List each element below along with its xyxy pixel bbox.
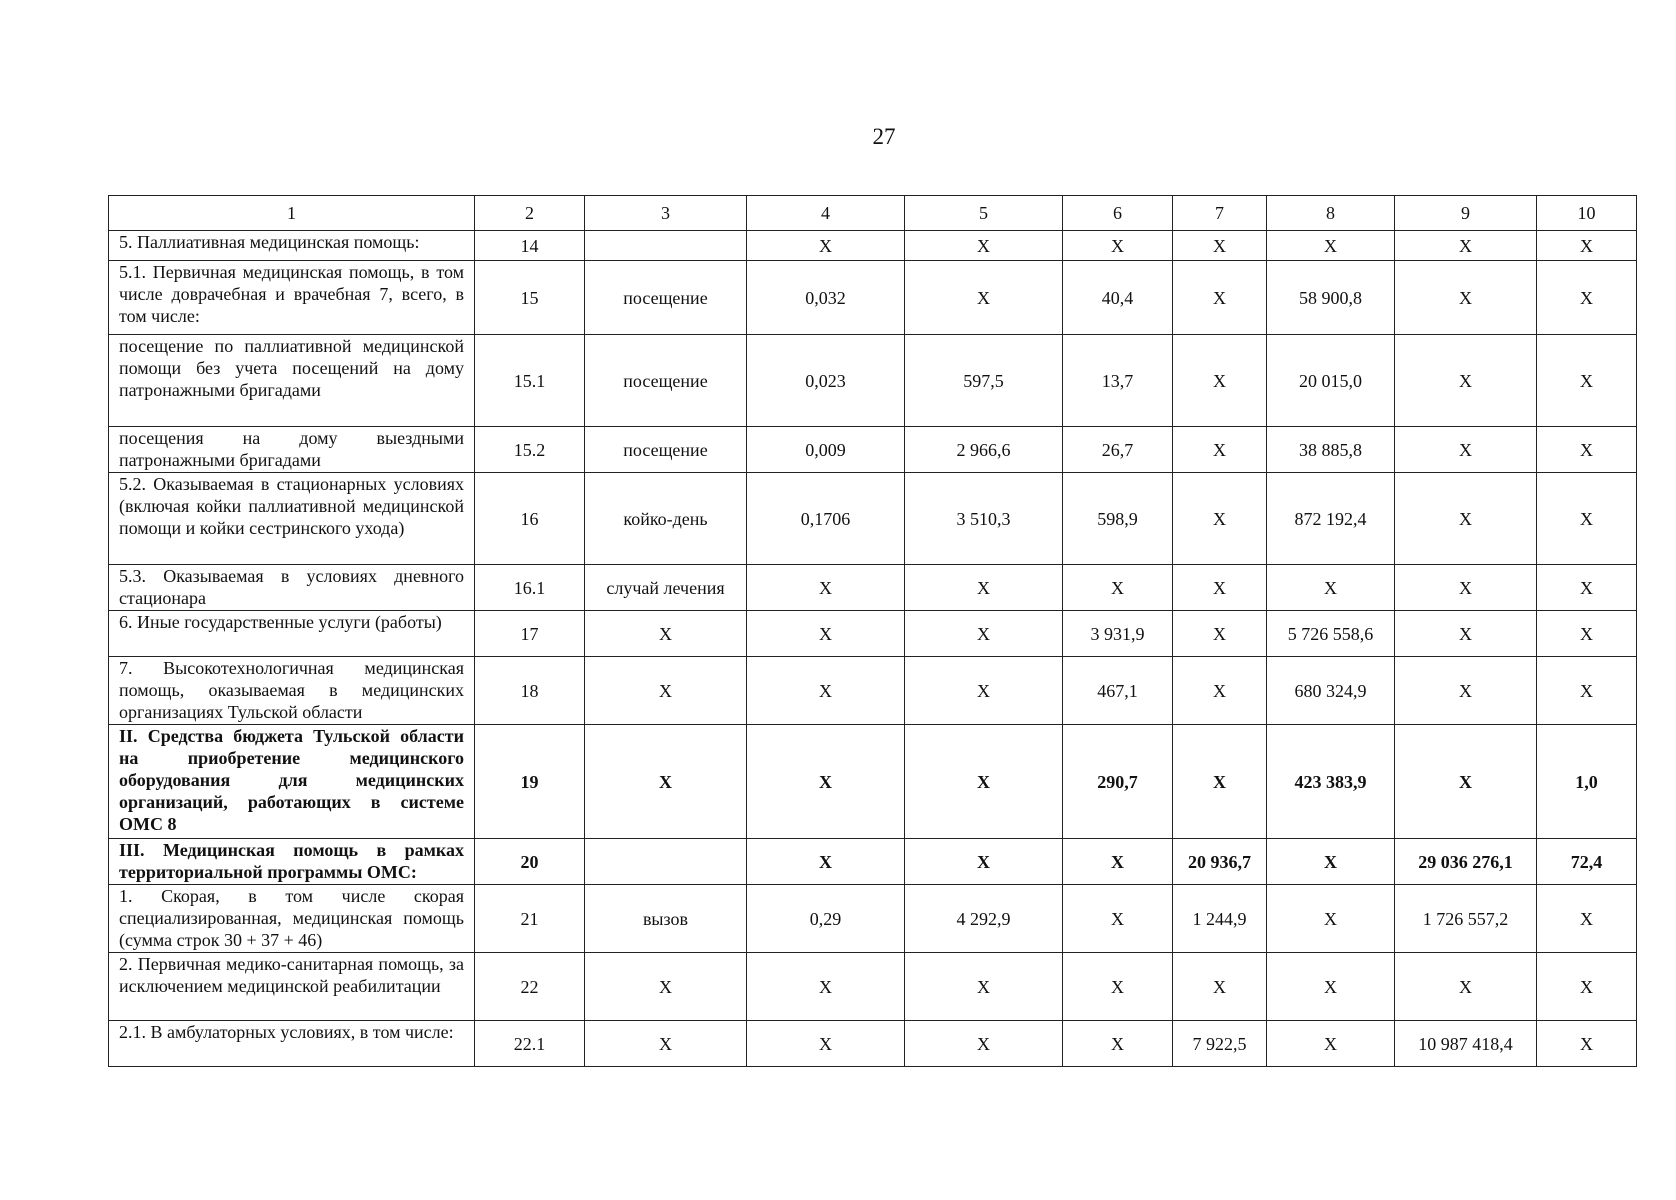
row-description: 5.3. Оказываемая в условиях дневного стационара bbox=[109, 565, 475, 611]
table-cell: 22 bbox=[475, 953, 585, 1021]
table-cell: X bbox=[1537, 953, 1637, 1021]
table-row bbox=[109, 657, 1637, 725]
table-cell: 4 292,9 bbox=[905, 885, 1063, 953]
table-cell: 1,0 bbox=[1537, 725, 1637, 839]
table-cell: X bbox=[1063, 885, 1173, 953]
table-cell: X bbox=[1267, 565, 1395, 611]
data-table bbox=[108, 195, 1637, 1067]
table-cell: 598,9 bbox=[1063, 473, 1173, 565]
table-cell: X bbox=[1537, 473, 1637, 565]
table-cell: X bbox=[1267, 1021, 1395, 1067]
table-cell: 872 192,4 bbox=[1267, 473, 1395, 565]
table-cell: X bbox=[905, 261, 1063, 335]
table-cell: 5 726 558,6 bbox=[1267, 611, 1395, 657]
table-cell: 597,5 bbox=[905, 335, 1063, 427]
table-row bbox=[109, 473, 1637, 565]
table-cell: X bbox=[1173, 473, 1267, 565]
table-cell: X bbox=[1063, 565, 1173, 611]
table-cell: 0,023 bbox=[747, 335, 905, 427]
table-cell: 72,4 bbox=[1537, 839, 1637, 885]
table-cell: 15.1 bbox=[475, 335, 585, 427]
table-cell: X bbox=[1063, 1021, 1173, 1067]
table-cell: 14 bbox=[475, 231, 585, 261]
table-cell: 17 bbox=[475, 611, 585, 657]
table-cell: X bbox=[1395, 473, 1537, 565]
table-cell: X bbox=[1063, 231, 1173, 261]
table-cell: X bbox=[747, 839, 905, 885]
row-description: 5.1. Первичная медицинская помощь, в том числе доврачебная и врачебная 7, всего, в том числе: bbox=[109, 261, 475, 335]
table-cell: 423 383,9 bbox=[1267, 725, 1395, 839]
header-cell: 2 bbox=[475, 196, 585, 231]
table-cell: X bbox=[1267, 231, 1395, 261]
table-cell: X bbox=[747, 565, 905, 611]
table-cell: X bbox=[1395, 427, 1537, 473]
table-cell: X bbox=[1537, 1021, 1637, 1067]
table-cell: X bbox=[1537, 335, 1637, 427]
table-cell: 19 bbox=[475, 725, 585, 839]
table-cell: X bbox=[747, 657, 905, 725]
table-cell: 16 bbox=[475, 473, 585, 565]
table-cell: X bbox=[905, 657, 1063, 725]
table-cell: X bbox=[905, 611, 1063, 657]
table-cell: X bbox=[905, 725, 1063, 839]
table-cell: вызов bbox=[585, 885, 747, 953]
table-cell: X bbox=[1395, 261, 1537, 335]
table-cell: X bbox=[585, 725, 747, 839]
row-description: 6. Иные государственные услуги (работы) bbox=[109, 611, 475, 657]
table-row bbox=[109, 1021, 1637, 1067]
table-cell: 16.1 bbox=[475, 565, 585, 611]
table-cell: X bbox=[1173, 231, 1267, 261]
table-cell: X bbox=[1395, 565, 1537, 611]
table-cell: X bbox=[1267, 953, 1395, 1021]
table-cell: X bbox=[1537, 427, 1637, 473]
table-cell: 22.1 bbox=[475, 1021, 585, 1067]
table-cell: 1 726 557,2 bbox=[1395, 885, 1537, 953]
table-cell: 0,009 bbox=[747, 427, 905, 473]
table-cell: X bbox=[1063, 953, 1173, 1021]
table-cell: 13,7 bbox=[1063, 335, 1173, 427]
table-cell: 7 922,5 bbox=[1173, 1021, 1267, 1067]
table-cell: 20 015,0 bbox=[1267, 335, 1395, 427]
table-cell: 10 987 418,4 bbox=[1395, 1021, 1537, 1067]
table-cell: X bbox=[1173, 725, 1267, 839]
table-cell: 0,032 bbox=[747, 261, 905, 335]
table-cell: 1 244,9 bbox=[1173, 885, 1267, 953]
table-cell: X bbox=[905, 1021, 1063, 1067]
table-cell: X bbox=[1173, 261, 1267, 335]
table-cell: X bbox=[1395, 657, 1537, 725]
table-cell: 58 900,8 bbox=[1267, 261, 1395, 335]
row-description: II. Средства бюджета Тульской области на приобретение медицинского оборудования для медицинских организаций, работающих в системе ОМС 8 bbox=[109, 725, 475, 839]
table-cell: 18 bbox=[475, 657, 585, 725]
table-cell: X bbox=[1537, 231, 1637, 261]
table-cell: 15 bbox=[475, 261, 585, 335]
row-description: посещение по паллиативной медицинской помощи без учета посещений на дому патронажными бригадами bbox=[109, 335, 475, 427]
table-cell: X bbox=[585, 1021, 747, 1067]
table-row bbox=[109, 261, 1637, 335]
table-cell: 21 bbox=[475, 885, 585, 953]
row-description: 2.1. В амбулаторных условиях, в том числе: bbox=[109, 1021, 475, 1067]
table-cell: X bbox=[1173, 565, 1267, 611]
table-row bbox=[109, 839, 1637, 885]
table-cell: X bbox=[747, 611, 905, 657]
header-row bbox=[109, 196, 1637, 231]
table-cell: 3 510,3 bbox=[905, 473, 1063, 565]
header-cell: 4 bbox=[747, 196, 905, 231]
table-cell: X bbox=[1537, 611, 1637, 657]
table-cell: X bbox=[1173, 657, 1267, 725]
table-row bbox=[109, 231, 1637, 261]
table-cell: койко-день bbox=[585, 473, 747, 565]
page-number: 27 bbox=[872, 124, 896, 149]
table-row bbox=[109, 953, 1637, 1021]
table-row bbox=[109, 611, 1637, 657]
table-cell: посещение bbox=[585, 335, 747, 427]
table-cell: X bbox=[1267, 885, 1395, 953]
table-cell: X bbox=[1395, 953, 1537, 1021]
table-cell: X bbox=[1173, 611, 1267, 657]
table-cell: X bbox=[747, 953, 905, 1021]
table-cell: 0,1706 bbox=[747, 473, 905, 565]
header-cell: 3 bbox=[585, 196, 747, 231]
table-row bbox=[109, 335, 1637, 427]
table-cell: X bbox=[585, 611, 747, 657]
header-cell: 7 bbox=[1173, 196, 1267, 231]
table-cell: X bbox=[1537, 885, 1637, 953]
table-row bbox=[109, 427, 1637, 473]
table-cell: X bbox=[1395, 725, 1537, 839]
table-cell: X bbox=[905, 565, 1063, 611]
header-cell: 8 bbox=[1267, 196, 1395, 231]
header-cell: 9 bbox=[1395, 196, 1537, 231]
table-cell: 0,29 bbox=[747, 885, 905, 953]
table-cell: X bbox=[1395, 231, 1537, 261]
row-description: 2. Первичная медико-санитарная помощь, за исключением медицинской реабилитации bbox=[109, 953, 475, 1021]
table-cell: X bbox=[585, 657, 747, 725]
row-description: 7. Высокотехнологичная медицинская помощь, оказываемая в медицинских организациях Тульской области bbox=[109, 657, 475, 725]
table-cell bbox=[585, 839, 747, 885]
table-cell: X bbox=[1063, 839, 1173, 885]
table-cell: X bbox=[905, 231, 1063, 261]
header-cell: 5 bbox=[905, 196, 1063, 231]
table-cell: 290,7 bbox=[1063, 725, 1173, 839]
table-cell: X bbox=[905, 953, 1063, 1021]
table-cell: X bbox=[1395, 335, 1537, 427]
table-cell: 15.2 bbox=[475, 427, 585, 473]
table-cell: X bbox=[747, 725, 905, 839]
table-cell: 680 324,9 bbox=[1267, 657, 1395, 725]
table-row bbox=[109, 565, 1637, 611]
table-cell: случай лечения bbox=[585, 565, 747, 611]
row-description: посещения на дому выездными патронажными бригадами bbox=[109, 427, 475, 473]
table-cell: X bbox=[1173, 953, 1267, 1021]
table-cell: X bbox=[747, 1021, 905, 1067]
row-description: 5. Паллиативная медицинская помощь: bbox=[109, 231, 475, 261]
table-cell: посещение bbox=[585, 261, 747, 335]
table-cell: 20 bbox=[475, 839, 585, 885]
header-cell: 10 bbox=[1537, 196, 1637, 231]
table-cell: 3 931,9 bbox=[1063, 611, 1173, 657]
table-cell: X bbox=[1537, 565, 1637, 611]
table-cell: X bbox=[1173, 427, 1267, 473]
table-cell: 467,1 bbox=[1063, 657, 1173, 725]
table-cell: 26,7 bbox=[1063, 427, 1173, 473]
table-cell: X bbox=[1395, 611, 1537, 657]
table-cell: 2 966,6 bbox=[905, 427, 1063, 473]
table-cell: X bbox=[1537, 261, 1637, 335]
table-cell bbox=[585, 231, 747, 261]
row-description: 1. Скорая, в том числе скорая специализированная, медицинская помощь (сумма строк 30 + 37 + 46) bbox=[109, 885, 475, 953]
table-cell: X bbox=[585, 953, 747, 1021]
table-cell: 20 936,7 bbox=[1173, 839, 1267, 885]
table-row bbox=[109, 725, 1637, 839]
table-cell: X bbox=[747, 231, 905, 261]
table-cell: X bbox=[1173, 335, 1267, 427]
table-cell: 38 885,8 bbox=[1267, 427, 1395, 473]
table-cell: X bbox=[1267, 839, 1395, 885]
table-row bbox=[109, 885, 1637, 953]
table-cell: X bbox=[1537, 657, 1637, 725]
header-cell: 6 bbox=[1063, 196, 1173, 231]
table-cell: 40,4 bbox=[1063, 261, 1173, 335]
table-cell: посещение bbox=[585, 427, 747, 473]
table-cell: X bbox=[905, 839, 1063, 885]
table-cell: 29 036 276,1 bbox=[1395, 839, 1537, 885]
row-description: 5.2. Оказываемая в стационарных условиях (включая койки паллиативной медицинской помощи и койки сестринского ухода) bbox=[109, 473, 475, 565]
header-cell: 1 bbox=[109, 196, 475, 231]
row-description: III. Медицинская помощь в рамках территориальной программы ОМС: bbox=[109, 839, 475, 885]
